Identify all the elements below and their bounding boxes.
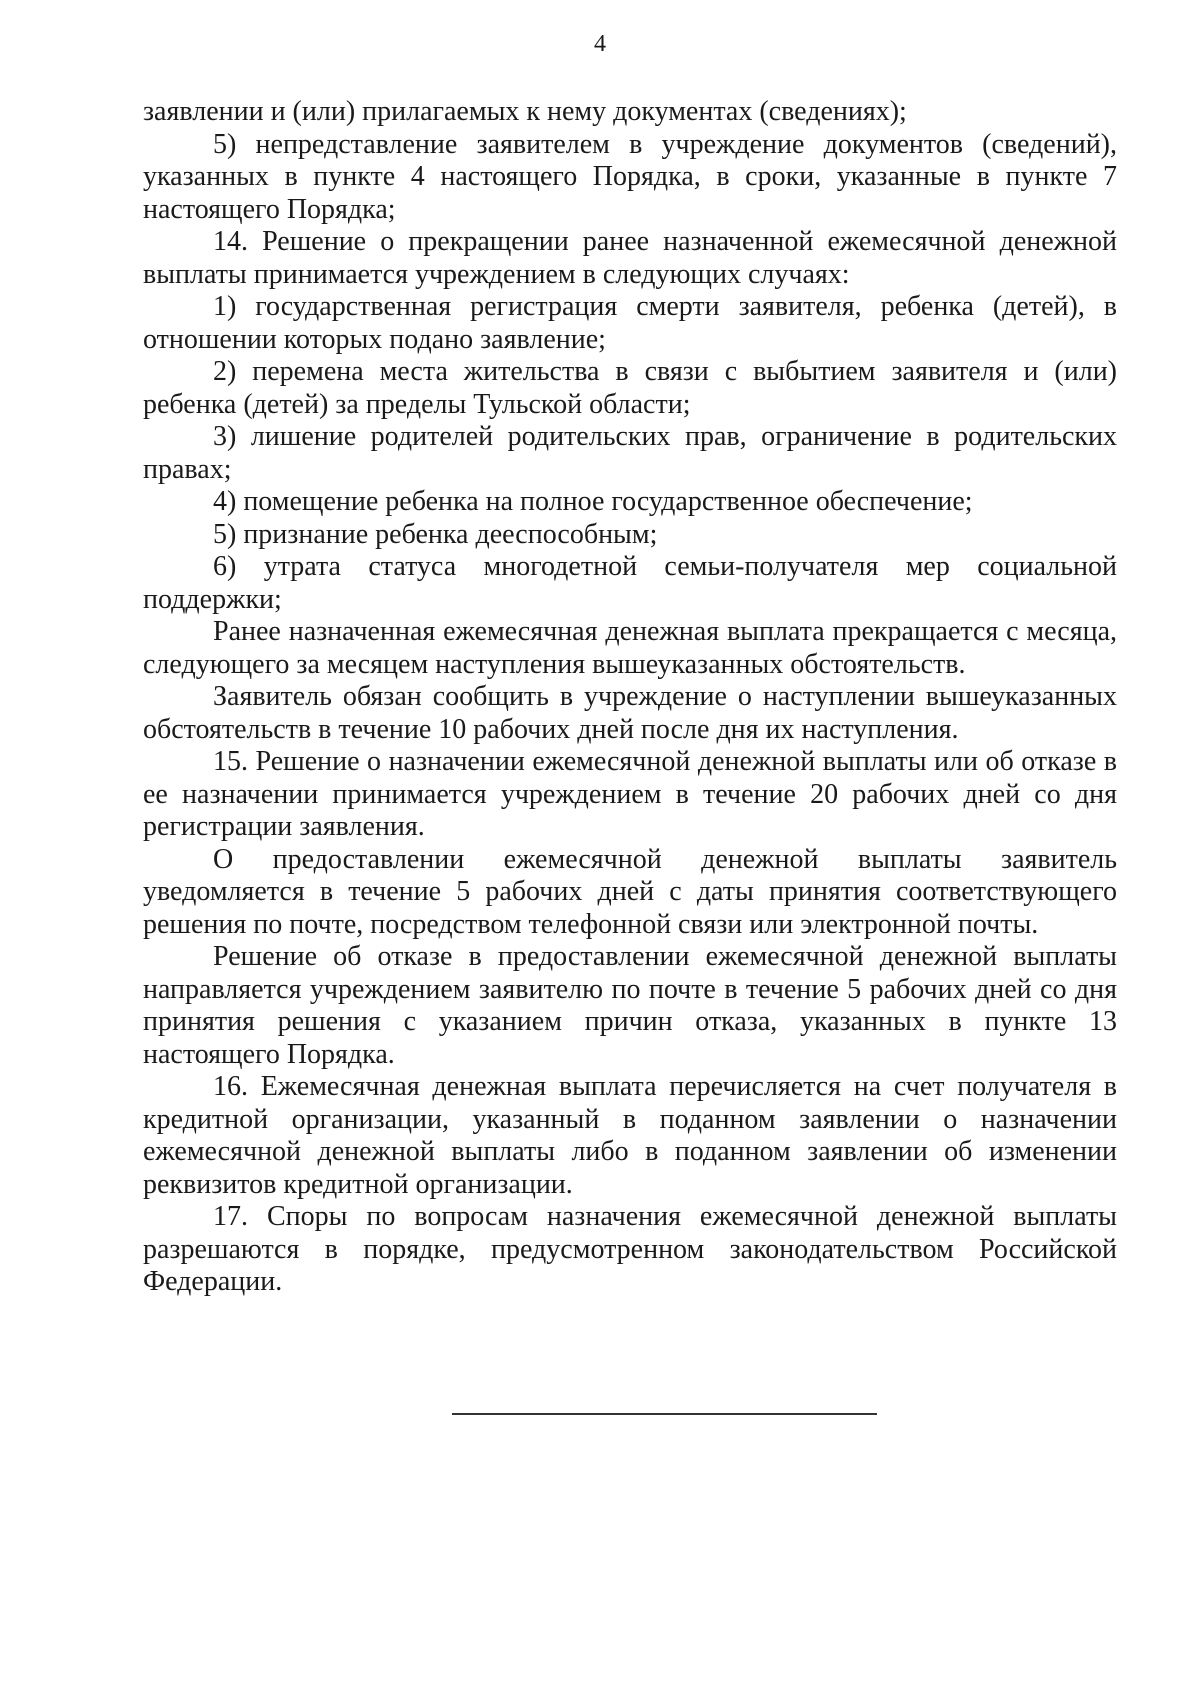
closing-rule: [452, 1413, 877, 1415]
paragraph-clause-15: 15. Решение о назначении ежемесячной денежной выплаты или об отказе в ее назначении принимается учреждением в течение 20 рабочих дней со дня регистрации заявления.: [143, 746, 1117, 842]
paragraph-continuation: заявлении и (или) прилагаемых к нему документах (сведениях);: [143, 96, 907, 127]
paragraph-notification: О предоставлении ежемесячной денежной выплаты заявитель уведомляется в течение 5 рабочих дней с даты принятия соответствующего решения по почте, посредством телефонной связи или электронной почты.: [143, 843, 1117, 940]
document-body: [143, 96, 1117, 1299]
paragraph-clause-17: 17. Споры по вопросам назначения ежемесячной денежной выплаты разрешаются в порядке, предусмотренном законодательством Российской Федерации.: [143, 1201, 1117, 1297]
paragraph-item-5: 5) непредставление заявителем в учреждение документов (сведений), указанных в пункте 4 настоящего Порядка, в сроки, указанные в пункте 7 настоящего Порядка;: [143, 128, 1117, 225]
paragraph-termination-note: Ранее назначенная ежемесячная денежная выплата прекращается с месяца, следующего за месяцем наступления вышеуказанных обстоятельств.: [143, 616, 1117, 680]
paragraph-applicant-obligation: Заявитель обязан сообщить в учреждение о наступлении вышеуказанных обстоятельств в течение 10 рабочих дней после дня их наступления.: [143, 681, 1117, 745]
paragraph-clause-16: 16. Ежемесячная денежная выплата перечисляется на счет получателя в кредитной организации, указанный в поданном заявлении о назначении ежемесячной денежной выплаты либо в поданном заявлении об изменении реквизитов кредитной организации.: [143, 1071, 1117, 1200]
paragraph-item-1: 1) государственная регистрация смерти заявителя, ребенка (детей), в отношении которых подано заявление;: [143, 291, 1117, 355]
paragraph-refusal: Решение об отказе в предоставлении ежемесячной денежной выплаты направляется учреждением заявителю по почте в течение 5 рабочих дней со дня принятия решения с указанием причин отказа, указанных в пункте 13 настоящего Порядка.: [143, 941, 1117, 1070]
paragraph-item-3: 3) лишение родителей родительских прав, ограничение в родительских правах;: [143, 421, 1117, 485]
paragraph-item-5b: 5) признание ребенка дееспособным;: [213, 518, 658, 550]
paragraph-item-6: 6) утрата статуса многодетной семьи-получателя мер социальной поддержки;: [143, 551, 1117, 615]
paragraph-item-2: 2) перемена места жительства в связи с выбытием заявителя и (или) ребенка (детей) за пределы Тульской области;: [143, 356, 1117, 420]
paragraph-item-4: 4) помещение ребенка на полное государственное обеспечение;: [213, 486, 973, 517]
paragraph-clause-14: 14. Решение о прекращении ранее назначенной ежемесячной денежной выплаты принимается учреждением в следующих случаях:: [143, 226, 1117, 290]
page-number: 4: [594, 31, 606, 57]
